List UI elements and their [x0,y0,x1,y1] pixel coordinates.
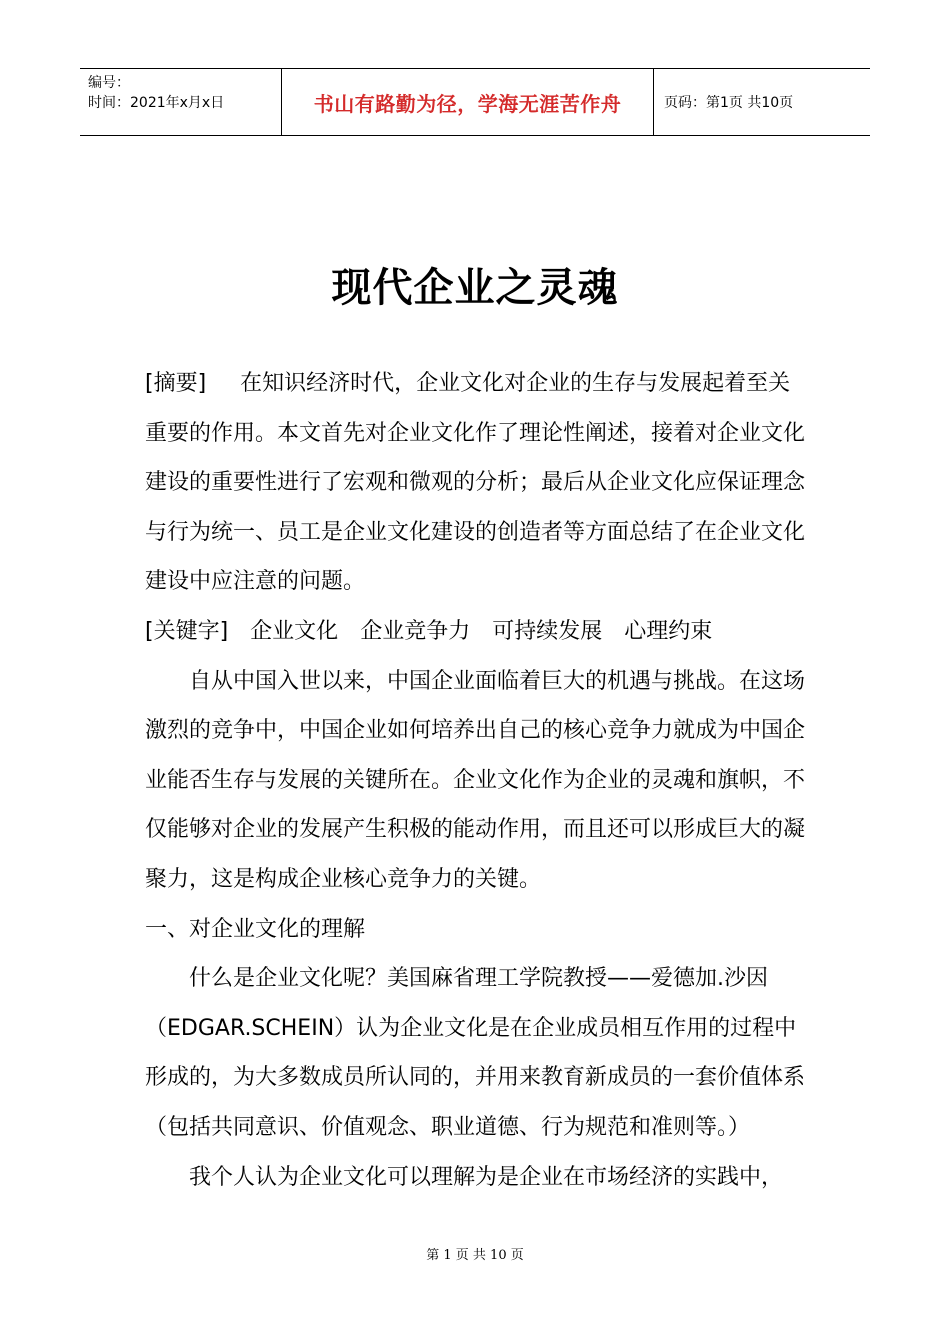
abstract-paragraph [145,359,810,607]
intro-paragraph: 自从中国入世以来，中国企业面临着巨大的机遇与挑战。在这场激烈的竞争中，中国企业如何培养出自己的核心竞争力就成为中国企业能否生存与发展的关键所在。企业文化作为企业的灵魂和旗帜，不仅能够对企业的发展产生积极的能动作用，而且还可以形成巨大的凝聚力，这是构成企业核心竞争力的关键。 [145,668,806,892]
header-motto: 书山有路勤为径，学海无涯苦作舟 [313,91,622,116]
keywords-line [145,607,810,657]
keyword: 可持续发展 [492,618,603,644]
document-date: 时间：2021年x月x日 [88,95,225,111]
section-paragraph: 我个人认为企业文化可以理解为是企业在市场经济的实践中， [189,1164,784,1190]
keyword: 企业文化 [250,618,339,644]
document-body [145,359,810,1202]
abstract-label: [摘要] [145,371,207,396]
section-paragraph: 什么是企业文化呢？美国麻省理工学院教授——爱德加.沙因（EDGAR.SCHEIN）认为企业文化是在企业成员相互作用的过程中形成的，为大多数成员所认同的，并用来教育新成员的一套价值体系（包括共同意识、价值观念、职业道德、行为规范和准则等。） [145,966,806,1140]
header-page-info: 页码：第1页 共10页 [664,95,794,111]
header-meta-cell [80,69,282,135]
document-header [80,68,870,136]
header-page-cell [654,69,870,135]
header-motto-cell [282,69,654,135]
section-heading: 一、对企业文化的理解 [145,916,366,942]
keyword: 企业竞争力 [360,618,471,644]
keywords-label: [关键字] [145,618,229,644]
abstract-text: 在知识经济时代，企业文化对企业的生存与发展起着至关重要的作用。本文首先对企业文化作了理论性阐述，接着对企业文化建设的重要性进行了宏观和微观的分析；最后从企业文化应保证理念与行为统一、员工是企业文化建设的创造者等方面总结了在企业文化建设中应注意的问题。 [145,371,806,595]
keyword: 心理约束 [624,618,713,644]
document-number-label: 编号： [88,75,130,91]
page-footer: 第 1 页 共 10 页 [426,1248,524,1263]
document-title: 现代企业之灵魂 [331,265,619,311]
